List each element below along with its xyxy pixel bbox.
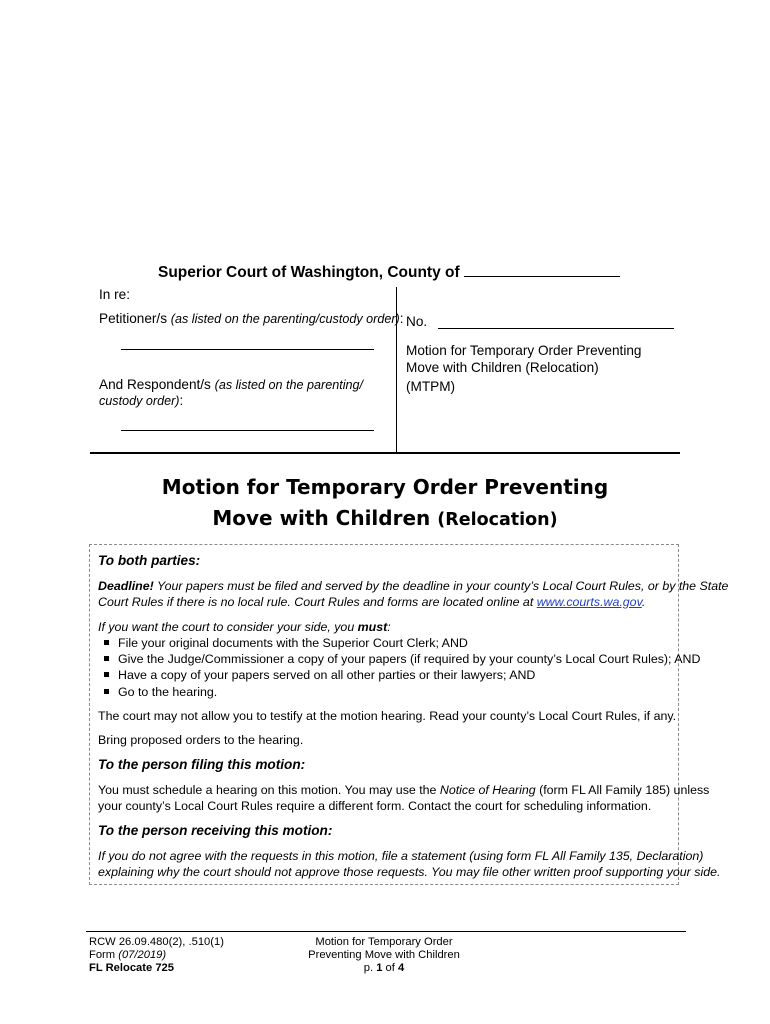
list-item-text: Go to the hearing. bbox=[118, 685, 218, 699]
bullet-icon bbox=[104, 656, 109, 661]
consider-colon: : bbox=[387, 620, 391, 634]
footer-left bbox=[89, 936, 224, 975]
footer-center bbox=[284, 936, 484, 975]
list-item-text: File your original documents with the Superior Court Clerk; AND bbox=[118, 636, 468, 650]
notice-of-hearing: Notice of Hearing bbox=[439, 783, 536, 797]
form-title-main: Move with Children bbox=[212, 506, 431, 530]
receiving-paragraph-1: If you do not agree with the requests in this motion, file a statement (using form FL All Family 135, Declaration) bbox=[98, 849, 704, 863]
page-total: 4 bbox=[398, 962, 405, 974]
deadline-paragraph-1 bbox=[98, 578, 728, 594]
courts-website-link[interactable]: www.courts.wa.gov bbox=[536, 595, 642, 609]
bring-orders-paragraph: Bring proposed orders to the hearing. bbox=[98, 733, 304, 747]
page-num: 1 bbox=[376, 962, 383, 974]
page-prefix: p. bbox=[363, 962, 377, 974]
deadline-paragraph-2 bbox=[98, 594, 645, 610]
petitioner-label-text: Petitioner/s bbox=[99, 311, 168, 326]
filing-text-1c: (form FL All Family 185) unless bbox=[535, 783, 710, 797]
receiving-heading: To the person receiving this motion: bbox=[98, 823, 333, 838]
receiving-paragraph-2: explaining why the court should not approve those requests. You may file other written proof supporting your side. bbox=[98, 865, 721, 879]
caption-divider bbox=[396, 287, 397, 453]
footer-page-number bbox=[284, 962, 484, 975]
list-item bbox=[104, 667, 535, 683]
respondent-label-text: And Respondent/s bbox=[99, 377, 211, 392]
list-item bbox=[104, 635, 468, 651]
respondent-note-1: (as listed on the parenting/ bbox=[214, 378, 364, 392]
case-number bbox=[406, 314, 427, 329]
respondent-name-line[interactable] bbox=[121, 430, 374, 431]
list-item bbox=[104, 684, 217, 700]
bullet-icon bbox=[104, 689, 109, 694]
deadline-text-2: Court Rules if there is no local rule. Court Rules and forms are located online at bbox=[98, 595, 537, 609]
respondent-note-2: custody order) bbox=[99, 394, 180, 408]
county-blank[interactable] bbox=[464, 262, 620, 277]
consider-line bbox=[98, 619, 391, 635]
deadline-label: Deadline! bbox=[98, 579, 154, 593]
petitioner-name-line[interactable] bbox=[121, 349, 374, 350]
respondent-colon: : bbox=[179, 393, 184, 408]
form-title-line-1: Motion for Temporary Order Preventing bbox=[161, 475, 609, 499]
footer-form-date-value: (07/2019) bbox=[118, 949, 167, 961]
footer-title-2: Preventing Move with Children bbox=[308, 949, 460, 961]
list-item bbox=[104, 651, 700, 667]
case-type-line-2: Move with Children (Relocation) bbox=[406, 360, 599, 375]
respondent-label-cont bbox=[99, 393, 183, 408]
petitioner-label bbox=[99, 311, 404, 326]
filing-paragraph-2: your county’s Local Court Rules require a different form. Contact the court for scheduling information. bbox=[98, 799, 652, 813]
petitioner-colon: : bbox=[399, 311, 404, 326]
filing-paragraph-1 bbox=[98, 782, 709, 798]
bullet-icon bbox=[104, 672, 109, 677]
footer-form-date bbox=[89, 949, 224, 962]
in-re-label: In re: bbox=[99, 287, 130, 302]
form-title-paren: (Relocation) bbox=[437, 510, 558, 530]
court-heading bbox=[158, 262, 620, 282]
respondent-label bbox=[99, 377, 363, 392]
filing-text-1a: You must schedule a hearing on this motion. You may use the bbox=[98, 783, 440, 797]
footer-form-label: Form bbox=[89, 949, 119, 961]
both-parties-heading: To both parties: bbox=[98, 553, 201, 568]
footer-form-code: FL Relocate 725 bbox=[89, 962, 174, 974]
list-item-text: Have a copy of your papers served on all other parties or their lawyers; AND bbox=[118, 668, 536, 682]
bullet-icon bbox=[104, 640, 109, 645]
petitioner-note: (as listed on the parenting/custody order) bbox=[170, 312, 400, 326]
case-type-line-1: Motion for Temporary Order Preventing bbox=[406, 343, 642, 358]
case-code: (MTPM) bbox=[406, 379, 456, 394]
form-title-line-2 bbox=[90, 506, 680, 530]
filing-heading: To the person filing this motion: bbox=[98, 757, 306, 772]
footer-rcw: RCW 26.09.480(2), .510(1) bbox=[89, 936, 224, 948]
testify-paragraph: The court may not allow you to testify at the motion hearing. Read your county’s Local Court Rules, if any. bbox=[98, 709, 677, 723]
page-of: of bbox=[382, 962, 398, 974]
court-heading-text: Superior Court of Washington, County of bbox=[158, 264, 460, 281]
caption-bottom-rule bbox=[90, 452, 680, 454]
deadline-text-1: Your papers must be filed and served by the deadline in your county’s Local Court Rules, or by the State bbox=[153, 579, 729, 593]
case-number-label: No. bbox=[406, 314, 428, 329]
footer-title-1: Motion for Temporary Order bbox=[315, 936, 453, 948]
consider-text: If you want the court to consider your side, you bbox=[98, 620, 358, 634]
deadline-end: . bbox=[641, 595, 646, 609]
footer-rule bbox=[86, 931, 686, 932]
list-item-text: Give the Judge/Commissioner a copy of your papers (if required by your county’s Local Court Rules); AND bbox=[118, 652, 701, 666]
case-number-line[interactable] bbox=[438, 328, 674, 329]
consider-must: must bbox=[357, 620, 388, 634]
